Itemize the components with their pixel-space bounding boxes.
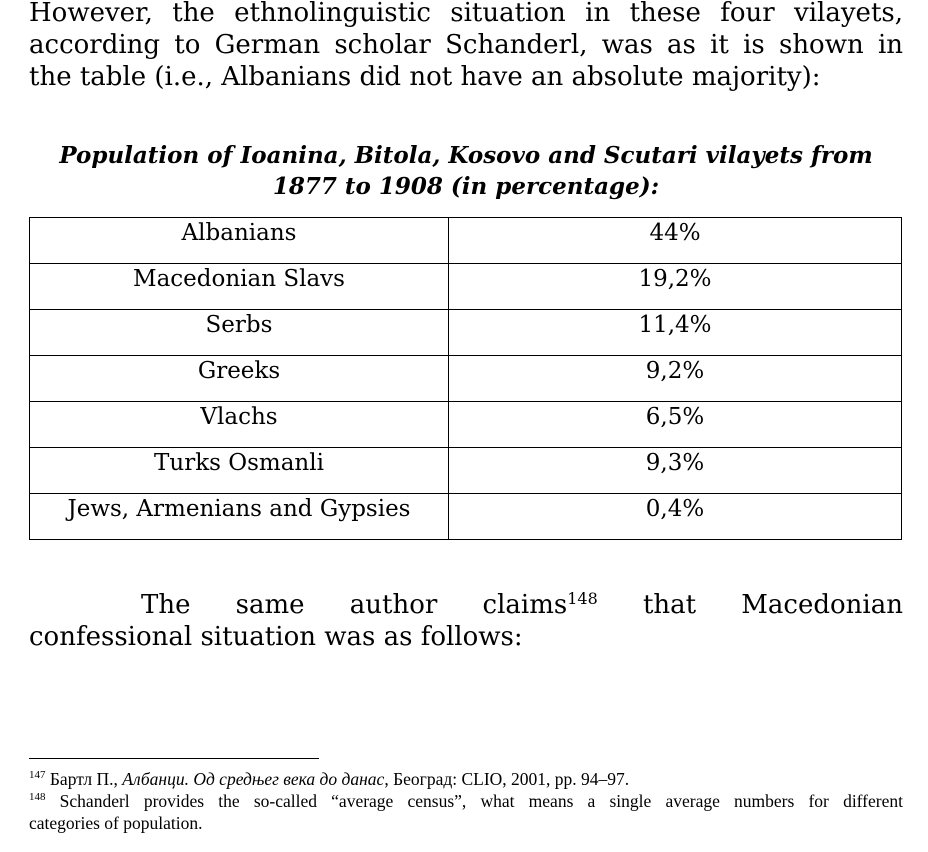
caption-line: Population of Ioanina, Bitola, Kosovo and Scutari vilayets from xyxy=(59,142,873,169)
group-cell: Greeks xyxy=(30,356,449,402)
percent-cell: 6,5% xyxy=(449,402,902,448)
footnote-number: 147 xyxy=(29,769,46,781)
footnote-number: 148 xyxy=(29,791,46,803)
footnote-rest: , Београд: CLIO, 2001, pp. 94–97. xyxy=(384,769,630,789)
footnote-title: Албанци. Од средњег века до данас xyxy=(122,769,385,789)
footnote-147 xyxy=(29,768,903,790)
percent-cell: 11,4% xyxy=(449,310,902,356)
footnotes xyxy=(29,768,903,834)
table-row xyxy=(30,264,902,310)
table-row xyxy=(30,310,902,356)
outro-text: that Macedonian xyxy=(597,590,903,620)
table-row xyxy=(30,494,902,540)
table-row xyxy=(30,356,902,402)
footnote-148-continued: categories of population. xyxy=(29,813,203,833)
percent-cell: 44% xyxy=(449,218,902,264)
table-row xyxy=(30,448,902,494)
intro-paragraph xyxy=(29,0,903,93)
percent-cell: 9,2% xyxy=(449,356,902,402)
group-cell: Serbs xyxy=(30,310,449,356)
table-row xyxy=(30,402,902,448)
group-cell: Jews, Armenians and Gypsies xyxy=(30,494,449,540)
population-table xyxy=(29,217,902,540)
percent-cell: 0,4% xyxy=(449,494,902,540)
caption-line: 1877 to 1908 (in percentage): xyxy=(272,173,660,200)
footnote-148 xyxy=(29,790,903,812)
outro-paragraph xyxy=(29,589,903,653)
table-caption xyxy=(29,140,903,202)
outro-line xyxy=(29,589,903,621)
footnote-ref-148[interactable]: 148 xyxy=(567,589,598,608)
intro-line: However, the ethnolinguistic situation in these four vilayets, xyxy=(29,0,903,28)
percent-cell: 19,2% xyxy=(449,264,902,310)
footnote-separator xyxy=(29,758,319,759)
percent-cell: 9,3% xyxy=(449,448,902,494)
table-row xyxy=(30,218,902,264)
group-cell: Vlachs xyxy=(30,402,449,448)
intro-line: the table (i.e., Albanians did not have an absolute majority): xyxy=(29,62,821,92)
footnote-author: Бартл П., xyxy=(49,769,123,789)
group-cell: Macedonian Slavs xyxy=(30,264,449,310)
outro-line: confessional situation was as follows: xyxy=(29,622,523,652)
group-cell: Albanians xyxy=(30,218,449,264)
intro-line: according to German scholar Schanderl, was as it is shown in xyxy=(29,30,903,60)
outro-text: The same author claims xyxy=(141,590,568,620)
group-cell: Turks Osmanli xyxy=(30,448,449,494)
footnote-text: Schanderl provides the so-called “average census”, what means a single average numbers for different xyxy=(45,791,903,811)
